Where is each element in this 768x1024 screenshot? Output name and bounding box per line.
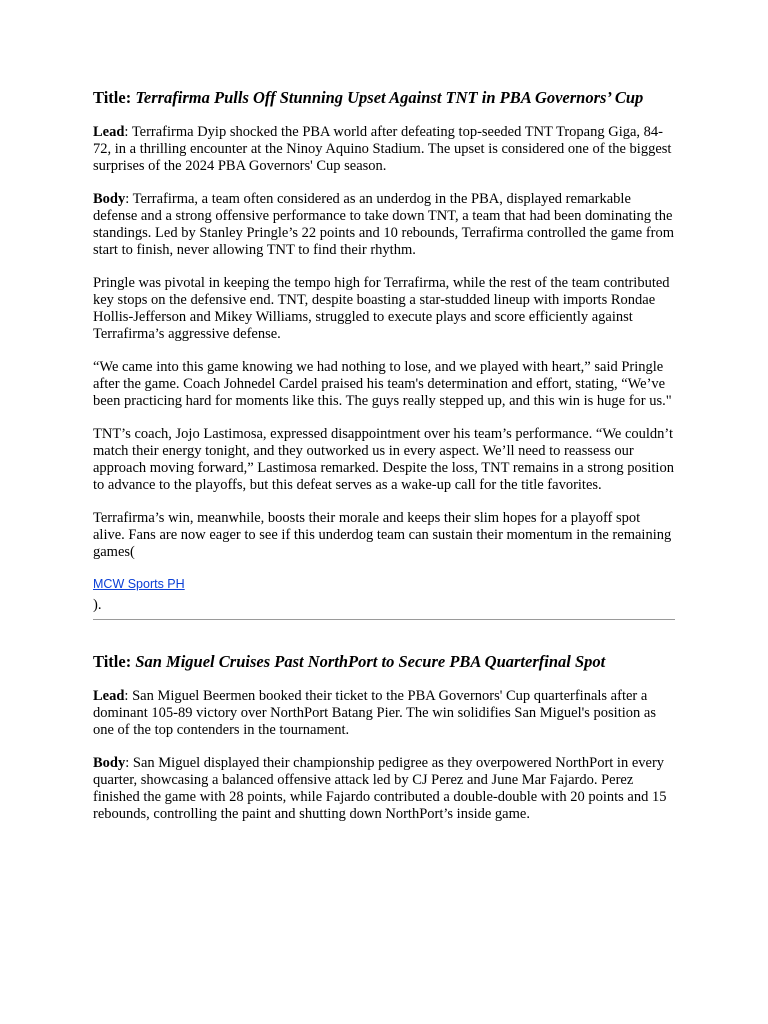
body-label: Body: [93, 755, 126, 771]
closing-punctuation: ).: [93, 597, 102, 613]
lead-paragraph: [93, 124, 675, 175]
article-terrafirma: [93, 88, 675, 614]
lead-paragraph: [93, 688, 675, 739]
article-title: [93, 652, 675, 671]
article-san-miguel: [93, 652, 675, 823]
closing-paragraph: Terrafirma’s win, meanwhile, boosts their morale and keeps their slim hopes for a playoff spot alive. Fans are now eager to see if this underdog team can sustain their momentum in the remaining games(: [93, 510, 672, 560]
lead-label: Lead: [93, 124, 125, 140]
source-link[interactable]: MCW Sports PH: [93, 577, 185, 591]
quote-paragraph: “We came into this game knowing we had nothing to lose, and we played with heart,” said Pringle after the game. Coach Johnedel Cardel praised his team's determination and effort, stating, “We’ve been practicing hard for moments like this. The guys really stepped up, and this win is huge for us.": [93, 359, 672, 409]
title-label: Title:: [93, 652, 132, 671]
lead-label: Lead: [93, 688, 125, 704]
article-divider: [93, 619, 675, 620]
body-text: : San Miguel displayed their championship pedigree as they overpowered NorthPort in every quarter, showcasing a balanced offensive attack led by CJ Perez and June Mar Fajardo. Perez finished the game with 28 points, while Fajardo contributed a double-double with 20 points and 15 rebounds, controlling the paint and shutting down NorthPort’s inside game.: [93, 755, 667, 822]
title-text: Terrafirma Pulls Off Stunning Upset Against TNT in PBA Governors’ Cup: [135, 88, 644, 107]
article-title: [93, 88, 675, 107]
lead-text: : San Miguel Beermen booked their ticket to the PBA Governors' Cup quarterfinals after a dominant 105-89 victory over NorthPort Batang Pier. The win solidifies San Miguel's position as one of the top contenders in the tournament.: [93, 688, 656, 738]
title-label: Title:: [93, 88, 132, 107]
body-label: Body: [93, 191, 126, 207]
body-text: : Terrafirma, a team often considered as an underdog in the PBA, displayed remarkable defense and a strong offensive performance to take down TNT, a team that had been dominating the standings. Led by Stanley Pringle’s 22 points and 10 rebounds, Terrafirma controlled the game from start to finish, never allowing TNT to find their rhythm.: [93, 191, 675, 258]
body-paragraph-2: Pringle was pivotal in keeping the tempo high for Terrafirma, while the rest of the team contributed key stops on the defensive end. TNT, despite boasting a star-studded lineup with imports Rondae Hollis-Jefferson and Mikey Williams, struggled to execute plays and score efficiently against Terrafirma’s aggressive defense.: [93, 275, 670, 342]
coach-paragraph: TNT’s coach, Jojo Lastimosa, expressed disappointment over his team’s performance. “We couldn’t match their energy tonight, and they outworked us in every aspect. We’ll need to reassess our approach moving forward,” Lastimosa remarked. Despite the loss, TNT remains in a strong position to advance to the playoffs, but this defeat serves as a wake-up call for the title favorites.: [93, 426, 674, 493]
title-text: San Miguel Cruises Past NorthPort to Secure PBA Quarterfinal Spot: [135, 652, 606, 671]
body-paragraph: [93, 755, 675, 823]
lead-text: : Terrafirma Dyip shocked the PBA world after defeating top-seeded TNT Tropang Giga, 84-72, in a thrilling encounter at the Ninoy Aquino Stadium. The upset is considered one of the biggest surprises of the 2024 PBA Governors' Cup season.: [93, 124, 672, 174]
body-paragraph: [93, 191, 675, 259]
source-link-row: [93, 576, 675, 592]
